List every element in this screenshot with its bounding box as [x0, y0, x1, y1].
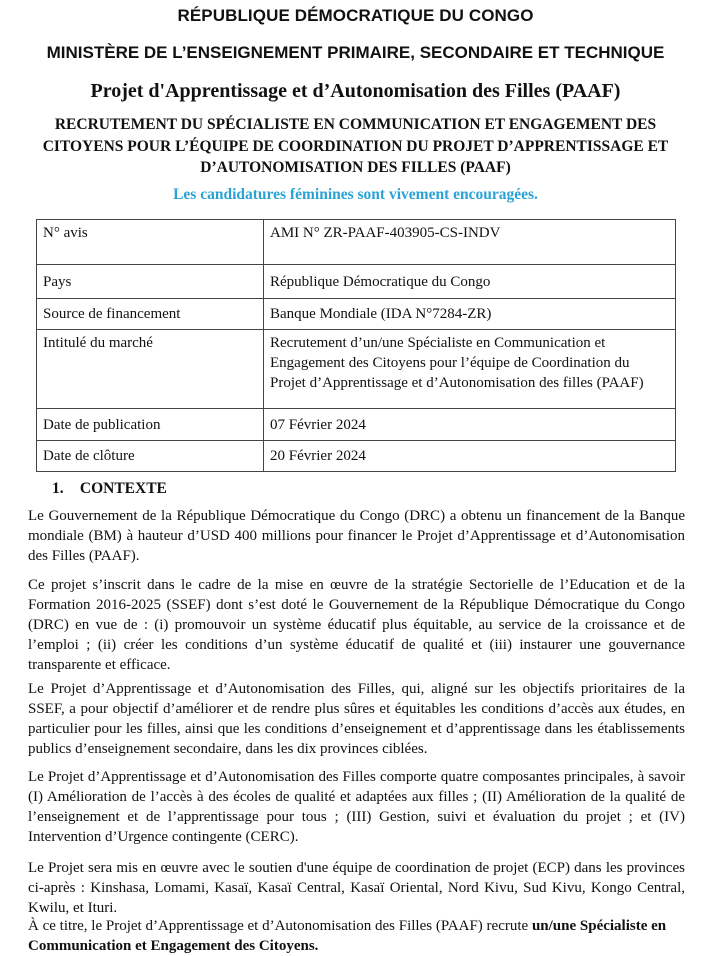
table-row: [37, 441, 676, 472]
ministry-heading: MINISTÈRE DE L’ENSEIGNEMENT PRIMAIRE, SECONDAIRE ET TECHNIQUE: [46, 43, 665, 62]
table-row: [37, 330, 676, 409]
section-title: CONTEXTE: [79, 480, 167, 497]
paragraph: Le Projet sera mis en œuvre avec le soutien d'une équipe de coordination de projet (ECP) dans les provinces ci-après : Kinshasa, Lomami, Kasaï, Kasaï Central, Kasaï Oriental, Nord Kivu, Sud Kivu, Kongo Central, Kwilu, et Ituri.: [28, 860, 685, 916]
recruitment-title: RECRUTEMENT DU SPÉCIALISTE EN COMMUNICATION ET ENGAGEMENT DES CITOYENS POUR L’ÉQUIPE DE COORDINATION DU PROJET D’APPRENTISSAGE ET D’AUTONOMISATION DES FILLES (PAAF): [42, 116, 669, 176]
row-value: 20 Février 2024: [264, 441, 676, 472]
closing-text: À ce titre, le Projet d’Apprentissage et d’Autonomisation des Filles (PAAF) recrute: [28, 918, 532, 934]
section-heading-contexte: [52, 480, 167, 498]
paragraph: Le Projet d’Apprentissage et d’Autonomisation des Filles comporte quatre composantes principales, à savoir (I) Amélioration de l’accès à des écoles de qualité et adaptées aux filles ; (II) Amélioration de la qualité de l’enseignement et de l’apprentissage pour tous ; (III) Gestion, suivi et évaluation du projet ; et (IV) Intervention d’Urgence contingente (CERC).: [28, 769, 685, 845]
row-label: Source de financement: [37, 299, 264, 330]
row-value: AMI N° ZR-PAAF-403905-CS-INDV: [264, 220, 676, 265]
position-title: un/une Spécialiste en Communication et Engagement des Citoyens.: [28, 918, 667, 954]
table-row: [37, 265, 676, 299]
project-heading: Projet d'Apprentissage et d’Autonomisation des Filles (PAAF): [90, 80, 621, 102]
paragraph: Le Projet d’Apprentissage et d’Autonomisation des Filles, qui, aligné sur les objectifs prioritaires de la SSEF, a pour objectif d’améliorer et de rendre plus sûres et équitables les conditions d’accès aux études, en particulier pour les filles, ainsi que les conditions d’enseignement et d’apprentissage dans les établissements publics d’enseignement secondaire, dans les dix provinces ciblées.: [28, 681, 685, 757]
closing-paragraph: [28, 916, 685, 956]
table-row: [37, 299, 676, 330]
paragraph: Le Gouvernement de la République Démocratique du Congo (DRC) a obtenu un financement de la Banque mondiale (BM) à hauteur d’USD 400 millions pour financer le Projet d’Apprentissage et d’Autonomisation des Filles (PAAF).: [28, 508, 685, 564]
row-value: 07 Février 2024: [264, 409, 676, 441]
country-heading: RÉPUBLIQUE DÉMOCRATIQUE DU CONGO: [177, 6, 534, 25]
table-row: [37, 409, 676, 441]
row-value: Recrutement d’un/une Spécialiste en Communication et Engagement des Citoyens pour l’équipe de Coordination du Projet d’Apprentissage et d’Autonomisation des filles (PAAF): [264, 330, 676, 409]
row-label: Date de publication: [37, 409, 264, 441]
row-label: Pays: [37, 265, 264, 299]
notice-info-table: [36, 219, 676, 472]
table-row: [37, 220, 676, 265]
row-label: Date de clôture: [37, 441, 264, 472]
paragraph: Ce projet s’inscrit dans le cadre de la mise en œuvre de la stratégie Sectorielle de l’Education et de la Formation 2016-2025 (SSEF) dont s’est doté le Gouvernement de la République Démocratique du Congo (DRC) en vue de : (i) promouvoir un système éducatif plus équitable, au service de la croissance et de l’emploi ; (ii) créer les conditions d’un système éducatif de qualité et (iii) instaurer une gouvernance transparente et efficace.: [28, 577, 685, 673]
row-value: Banque Mondiale (IDA N°7284-ZR): [264, 299, 676, 330]
row-label: N° avis: [37, 220, 264, 265]
row-value: République Démocratique du Congo: [264, 265, 676, 299]
encouragement-note: Les candidatures féminines sont vivement encouragées.: [173, 186, 538, 203]
section-number: 1.: [52, 480, 64, 497]
row-label: Intitulé du marché: [37, 330, 264, 409]
